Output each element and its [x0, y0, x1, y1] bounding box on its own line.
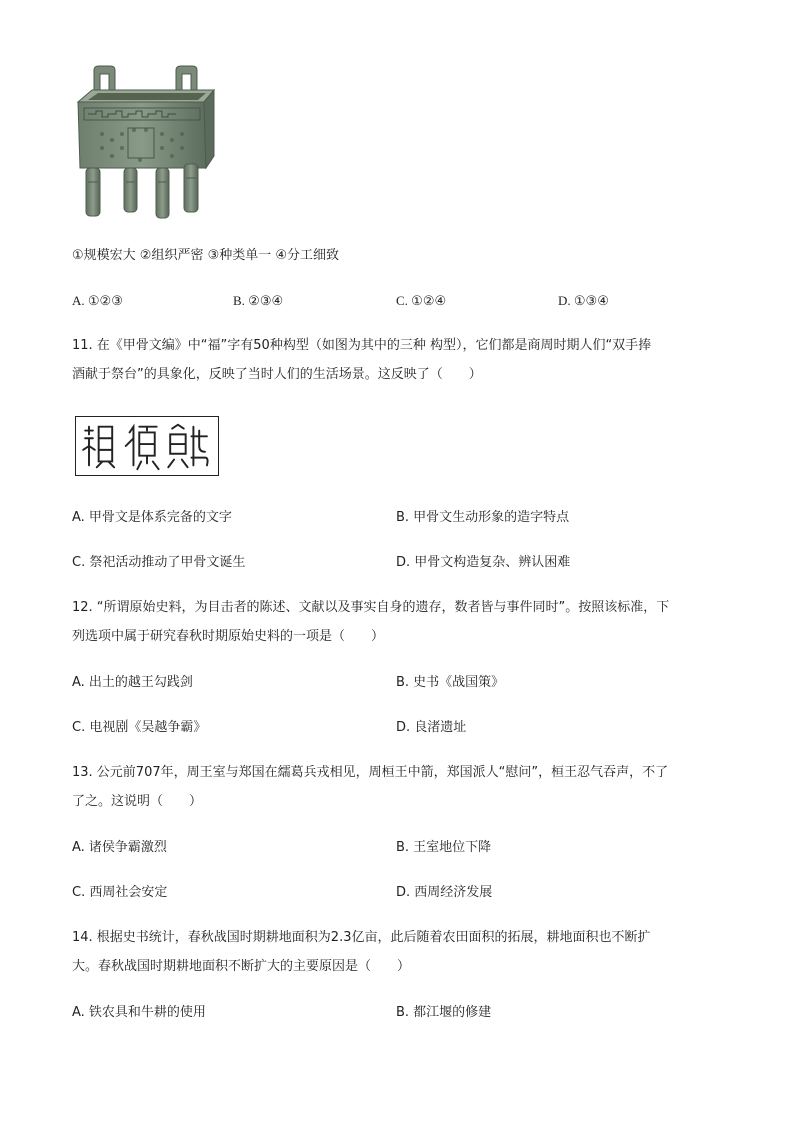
- q10-option-a[interactable]: A. ①②③: [72, 293, 123, 308]
- q13-option-b[interactable]: B. 王室地位下降: [396, 840, 492, 855]
- q11-option-b[interactable]: B. 甲骨文生动形象的造字特点: [396, 510, 570, 525]
- q13-option-a[interactable]: A. 诸侯争霸激烈: [72, 840, 167, 855]
- q11-option-c[interactable]: C. 祭祀活动推动了甲骨文诞生: [72, 555, 246, 570]
- q14-option-b[interactable]: B. 都江堰的修建: [396, 1005, 492, 1020]
- q12-option-a[interactable]: A. 出土的越王勾践剑: [72, 675, 193, 690]
- q14-stem-line1: 14. 根据史书统计，春秋战国时期耕地面积为2.3亿亩，此后随着农田面积的拓展，耕地面积也不断扩: [72, 930, 651, 945]
- bronze-ding-image: [72, 64, 220, 224]
- q12-option-d[interactable]: D. 良渚遗址: [396, 720, 467, 735]
- q13-stem-line1: 13. 公元前707年，周王室与郑国在繻葛兵戎相见，周桓王中箭，郑国派人“慰问”，桓王忍气吞声，不了: [72, 765, 669, 780]
- q11-option-a[interactable]: A. 甲骨文是体系完备的文字: [72, 510, 232, 525]
- q14-option-a[interactable]: A. 铁农具和牛耕的使用: [72, 1005, 206, 1020]
- q12-stem-line1: 12. “所谓原始史料，为目击者的陈述、文献以及事实自身的遗存，数者皆与事件同时”。按照该标准，下: [72, 600, 670, 615]
- q12-stem-line2: 列选项中属于研究春秋时期原始史料的一项是（ ）: [72, 629, 385, 644]
- q11-option-d[interactable]: D. 甲骨文构造复杂、辨认困难: [396, 555, 571, 570]
- q13-option-c[interactable]: C. 西周社会安定: [72, 885, 168, 900]
- q10-option-d[interactable]: D. ①③④: [558, 293, 609, 308]
- q10-option-b[interactable]: B. ②③④: [233, 293, 284, 308]
- q11-stem-line1: 11. 在《甲骨文编》中“福”字有50种构型（如图为其中的三种 构型），它们都是商周时期人们“双手捧: [72, 338, 652, 353]
- q13-stem-line2: 了之。这说明（ ）: [72, 794, 203, 809]
- q12-option-c[interactable]: C. 电视剧《吴越争霸》: [72, 720, 207, 735]
- q14-stem-line2: 大。春秋战国时期耕地面积不断扩大的主要原因是（ ）: [72, 959, 411, 974]
- oracle-bone-fu-glyphs: [75, 416, 219, 476]
- q13-option-d[interactable]: D. 西周经济发展: [396, 885, 493, 900]
- q12-option-b[interactable]: B. 史书《战国策》: [396, 675, 505, 690]
- q10-statements: ①规模宏大 ②组织严密 ③种类单一 ④分工细致: [72, 248, 340, 263]
- q10-option-c[interactable]: C. ①②④: [396, 293, 447, 308]
- q11-stem-line2: 酒献于祭台”的具象化，反映了当时人们的生活场景。这反映了（ ）: [72, 367, 482, 382]
